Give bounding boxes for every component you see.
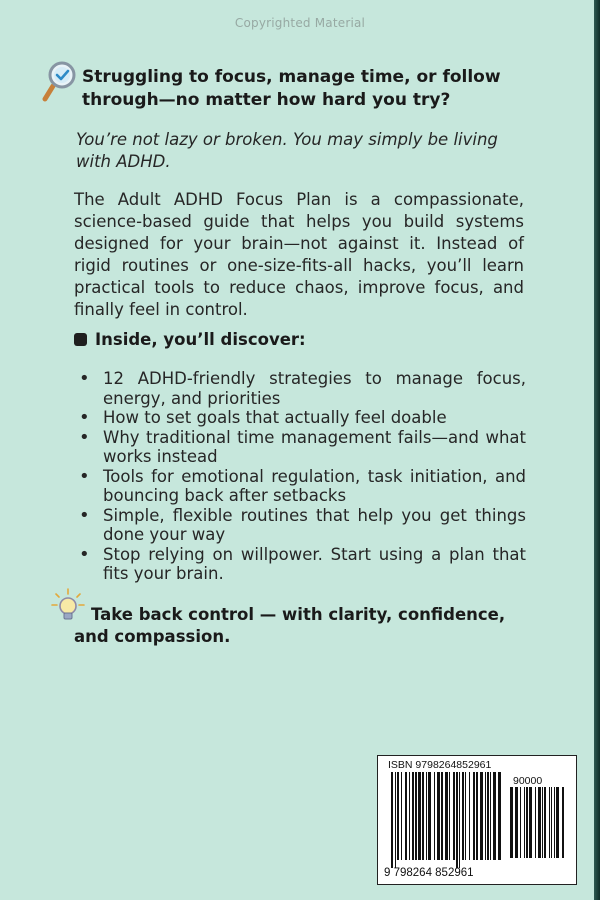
headline: Struggling to focus, manage time, or follow through—no matter how hard you try? [82, 67, 501, 110]
barcode-bar [445, 772, 448, 860]
isbn-label: ISBN 9798264852961 [388, 759, 492, 771]
barcode-bar [415, 772, 417, 860]
barcode-bar [498, 772, 501, 860]
list-item: • Tools for emotional regulation, task initiation, and bouncing back after setbacks [74, 467, 526, 506]
list-item: • Stop relying on willpower. Start using a plan that fits your brain. [74, 545, 526, 584]
barcode-bar [409, 772, 410, 860]
price-code: 90000 [513, 775, 543, 787]
barcode-bar [515, 787, 518, 858]
barcode-bar [480, 772, 483, 860]
barcode-bar [469, 772, 470, 860]
barcode-bar [526, 787, 528, 858]
barcode-bar [493, 772, 496, 860]
isbn-digits: 9 798264 852961 [384, 867, 474, 879]
barcode-bar [397, 772, 399, 860]
barcode-bar [549, 787, 550, 858]
barcode-bar [426, 772, 427, 860]
barcode-bar [535, 787, 536, 858]
barcode-bar [524, 787, 525, 858]
barcode-addon-bars [510, 787, 568, 866]
list-item: • How to set goals that actually feel doable [74, 408, 526, 428]
barcode-bar [490, 772, 491, 860]
barcode-bar [520, 787, 521, 858]
barcode-bar [556, 787, 559, 858]
barcode-bar [441, 772, 443, 860]
intro-paragraph: The Adult ADHD Focus Plan is a compassionate, science-based guide that helps you build systems designed for your brain—not against it. Instead of rigid routines or one-size-fits-all hacks, you’ll learn practical tools to reduce chaos, improve focus, and finally feel in control. [74, 190, 524, 319]
closing-statement: Take back control — with clarity, confidence, and compassion. [74, 605, 506, 646]
barcode-bar [544, 787, 546, 858]
barcode-bar [510, 787, 513, 858]
barcode-bar [437, 772, 440, 860]
barcode-bar [434, 772, 435, 860]
barcode-bar [487, 772, 489, 860]
discover-heading [74, 327, 306, 351]
barcode-bar [456, 772, 458, 868]
barcode-bar [405, 772, 407, 860]
barcode-bar [476, 772, 478, 860]
list-item: • Simple, flexible routines that help you get things done your way [74, 506, 526, 545]
watermark: Copyrighted Material [234, 16, 366, 30]
list-item: • Why traditional time management fails—and what works instead [74, 428, 526, 467]
discover-title: Inside, you’ll discover: [95, 329, 306, 349]
barcode-bar [554, 787, 555, 858]
lead-text: You’re not lazy or broken. You may simply be living with ADHD. [76, 130, 498, 171]
barcode-bar [459, 772, 460, 868]
barcode-bar [449, 772, 450, 860]
barcode-bar [401, 772, 402, 860]
barcode-bar [422, 772, 424, 860]
barcode-bar [538, 787, 541, 858]
barcode-bar [529, 787, 532, 858]
barcode-bar [428, 772, 431, 860]
isbn-barcode [377, 755, 577, 885]
barcode-bar [453, 772, 455, 860]
barcode-bar [395, 772, 396, 868]
spine-edge [594, 0, 600, 900]
barcode-bar [391, 772, 393, 868]
discover-list [74, 369, 526, 584]
list-item: • 12 ADHD-friendly strategies to manage focus, energy, and priorities [74, 369, 526, 408]
barcode-bar [462, 772, 464, 860]
barcode-bar [562, 787, 564, 858]
square-icon [74, 333, 87, 346]
barcode-bar [418, 772, 421, 860]
barcode-bar [412, 772, 414, 860]
barcode-bars [391, 772, 505, 868]
barcode-bar [485, 772, 486, 860]
barcode-bar [473, 772, 475, 860]
barcode-bar [551, 787, 552, 858]
barcode-bar [465, 772, 466, 860]
barcode-bar [542, 787, 543, 858]
magnifier-check-icon [42, 60, 78, 102]
